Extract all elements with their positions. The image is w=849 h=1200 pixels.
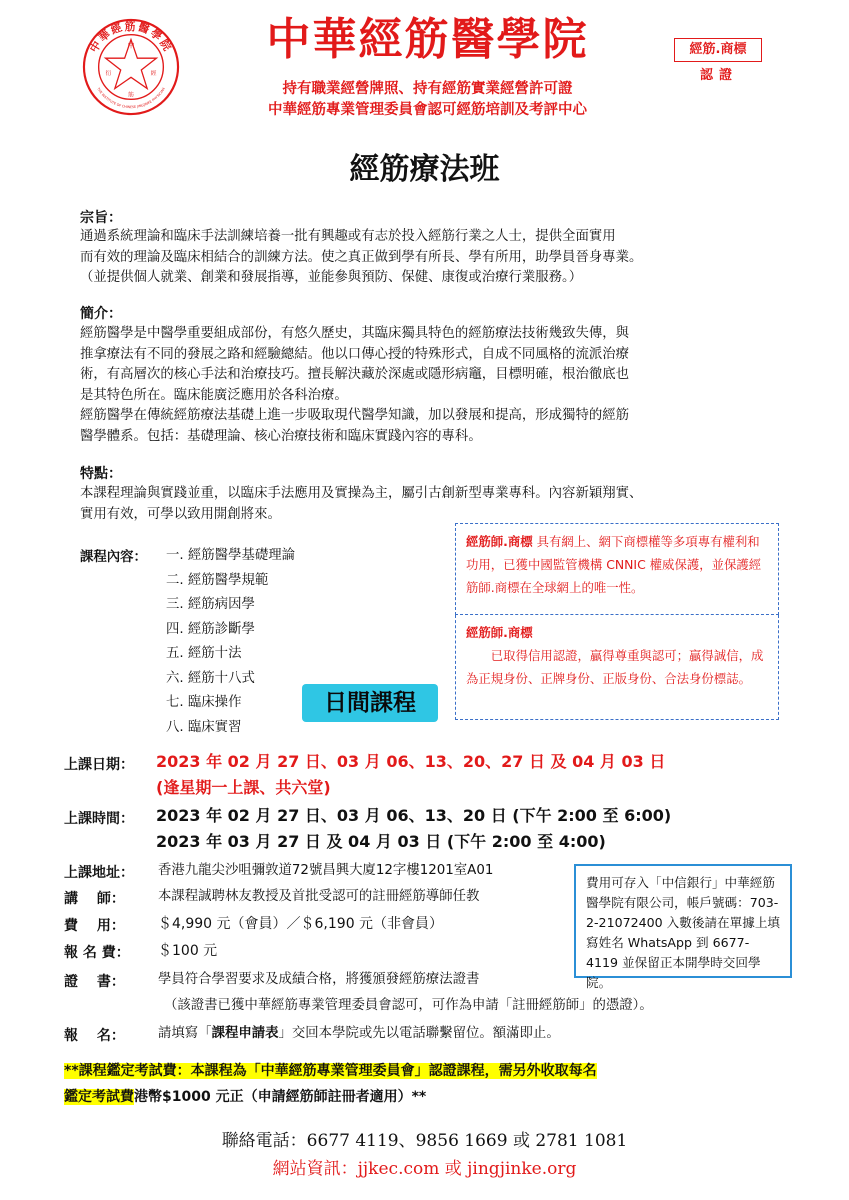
date-line-1: 2023 年 02 月 27 日、03 月 06、13、20、27 日 及 04 月 03 日 — [156, 752, 666, 771]
intro-line: 術，有高層次的核心手法和治療技巧。擅長解決藏於深處或隱形病竈，目標明確，根治徹底也 — [80, 367, 630, 382]
exam-note-line-1 — [64, 1058, 597, 1084]
trademark-info-box — [455, 523, 779, 615]
page-title: 經筋療法班 — [349, 152, 500, 187]
seal-center-right: 經 — [150, 70, 157, 77]
fee-label: 費 用： — [64, 918, 125, 934]
course-list — [166, 544, 295, 740]
purpose-line: 而有效的理論及臨床相結合的訓練方法。使之真正做到學有所長、學有所用，助學員晉身專業。 — [80, 249, 643, 265]
time-line-1: 2023 年 02 月 27 日、03 月 06、13、20 日 (下午 2:00 至 6:00) — [156, 806, 672, 825]
features-line: 實用有效，可學以致用開創將來。 — [80, 506, 281, 522]
application-form-name: 課程申請表 — [211, 1026, 279, 1041]
course-item: 二. 經筋醫學規範 — [166, 572, 269, 588]
time-label: 上課時間： — [64, 811, 134, 827]
course-label: 課程內容： — [80, 550, 147, 565]
seal-center-bottom: 筋 — [128, 92, 134, 99]
contact-website: 網站資訊：jjkec.com 或 jingjinke.org — [272, 1159, 577, 1179]
intro-line: 是其特色所在。臨床能廣泛應用於各科治療。 — [80, 387, 348, 403]
purpose-text — [80, 227, 740, 289]
exam-note-highlight: **課程鑑定考試費：本課程為「中華經筋專業管理委員會」認證課程，需另外收取每名 — [64, 1063, 597, 1079]
certificate-value: 學員符合學習要求及成績合格，將獲頒發經筋療法證書 — [158, 972, 480, 987]
bank-payment-box — [574, 864, 792, 990]
trademark-bold: 經筋師.商標 — [466, 625, 533, 640]
seal-center-left: 衍 — [105, 70, 112, 77]
teacher-label: 講 師： — [64, 891, 125, 907]
trademark-cert-sub: 認證 — [699, 68, 738, 83]
certificate-note: （該證書已獲中華經筋專業管理委員會認可，可作為申請「註冊經筋師」的憑證）。 — [164, 998, 653, 1013]
trademark-bold: 經筋師.商標 — [466, 534, 533, 549]
date-line-2: (逢星期一上課、共六堂) — [156, 778, 331, 797]
apply-value — [158, 1023, 560, 1045]
seal-lower-text: THE INSTITUTE OF CHINESE JINGJINKE PHYSICIAN — [96, 86, 166, 110]
teacher-value: 本課程誠聘林友教授及首批受認可的註冊經筋導師任教 — [158, 889, 480, 904]
date-label: 上課日期： — [64, 757, 134, 773]
purpose-line: 通過系統理論和臨床手法訓練培養一批有興趣或有志於投入經筋行業之人士，提供全面實用 — [80, 229, 616, 244]
purpose-line: （並提供個人就業、創業和發展指導，並能參與預防、保健、康復或治療行業服務。） — [80, 270, 583, 285]
apply-pre: 請填寫「 — [158, 1026, 212, 1041]
fee-value: ＄4,990 元（會員）／＄6,190 元（非會員） — [158, 916, 444, 932]
tagline-license: 持有職業經營牌照、持有經筋實業經營許可證 — [282, 81, 573, 97]
intro-line: 推拿療法有不同的發展之路和經驗總結。他以口傳心授的特殊形式，自成不同風格的流派治療 — [80, 346, 630, 362]
trademark-text: 已取得信用認證，贏得尊重與認可；贏得誠信，成為正規身份、正牌身份、正版身份、合法身份標誌。 — [466, 648, 764, 686]
course-item: 四. 經筋診斷學 — [166, 621, 255, 637]
tagline-accreditation: 中華經筋專業管理委員會認可經筋培訓及考評中心 — [268, 102, 587, 118]
exam-note-rest: 港幣$1000 元正（申請經筋師註冊者適用）** — [134, 1089, 427, 1105]
course-item: 五. 經筋十法 — [166, 646, 242, 661]
time-line-2: 2023 年 03 月 27 日 及 04 月 03 日 (下午 2:00 至 4:00) — [156, 832, 606, 851]
course-item: 六. 經筋十八式 — [166, 670, 255, 686]
course-item: 三. 經筋病因學 — [166, 597, 255, 612]
trademark-cert-box: 經筋.商標 — [674, 38, 762, 62]
course-item: 一. 經筋醫學基礎理論 — [166, 548, 296, 563]
features-text — [80, 484, 740, 525]
institute-seal — [82, 18, 180, 116]
seal-center-top: 中 — [127, 41, 135, 50]
trademark-credit-box — [455, 615, 779, 720]
svg-text:中華經筋醫學院 — [87, 20, 174, 55]
intro-line: 經筋醫學在傳統經筋療法基礎上進一步吸取現代醫學知識，加以發展和提高，形成獨特的經筋 — [80, 408, 630, 423]
intro-line: 醫學體系。包括：基礎理論、核心治療技術和臨床實踐內容的專科。 — [80, 428, 482, 444]
org-name: 中華經筋醫學院 — [266, 14, 589, 65]
certificate-label: 證 書： — [64, 974, 125, 990]
purpose-heading: 宗旨： — [80, 210, 122, 226]
exam-note-line-2 — [64, 1084, 426, 1110]
apply-post: 」交回本學院或先以電話聯繫留位。額滿即止。 — [278, 1026, 560, 1041]
contact-phone: 聯絡電話：6677 4119、9856 1669 或 2781 1081 — [221, 1131, 628, 1151]
apply-label: 報 名： — [64, 1028, 125, 1044]
intro-text — [80, 324, 740, 447]
bank-text: 費用可存入「中信銀行」中華經筋醫學院有限公司，帳戶號碼：703-2-21072400 入數後請在單據上填寫姓名 WhatsApp 到 6677-4119 並保留正本開學時交回學院。 — [586, 875, 781, 990]
intro-heading: 簡介： — [80, 306, 122, 322]
address-label: 上課地址： — [64, 865, 134, 881]
reg-fee-label: 報 名 費： — [64, 945, 130, 961]
features-heading: 特點： — [80, 466, 122, 482]
features-line: 本課程理論與實踐並重，以臨床手法應用及實操為主，屬引古創新型專業專科。內容新穎翔實、 — [80, 486, 643, 501]
seal-ring-text: 中華經筋醫學院 — [87, 19, 175, 55]
intro-line: 經筋醫學是中醫學重要組成部份，有悠久歷史，其臨床獨具特色的經筋療法技術幾致失傳，與 — [80, 326, 630, 341]
course-item: 七. 臨床操作 — [166, 695, 242, 710]
reg-fee-value: ＄100 元 — [158, 943, 218, 959]
day-course-badge: 日間課程 — [302, 684, 438, 722]
exam-note-highlight: 鑑定考試費 — [64, 1089, 134, 1105]
trademark-text: 具有網上、網下商標權等多項專有權利和功用，已獲中國監管機構 CNNIC 權威保護，並保護經筋師.商標在全球網上的唯一性。 — [466, 534, 762, 595]
course-item: 八. 臨床實習 — [166, 719, 242, 735]
address-value: 香港九龍尖沙咀彌敦道72號昌興大廈12字樓1201室A01 — [158, 863, 494, 878]
